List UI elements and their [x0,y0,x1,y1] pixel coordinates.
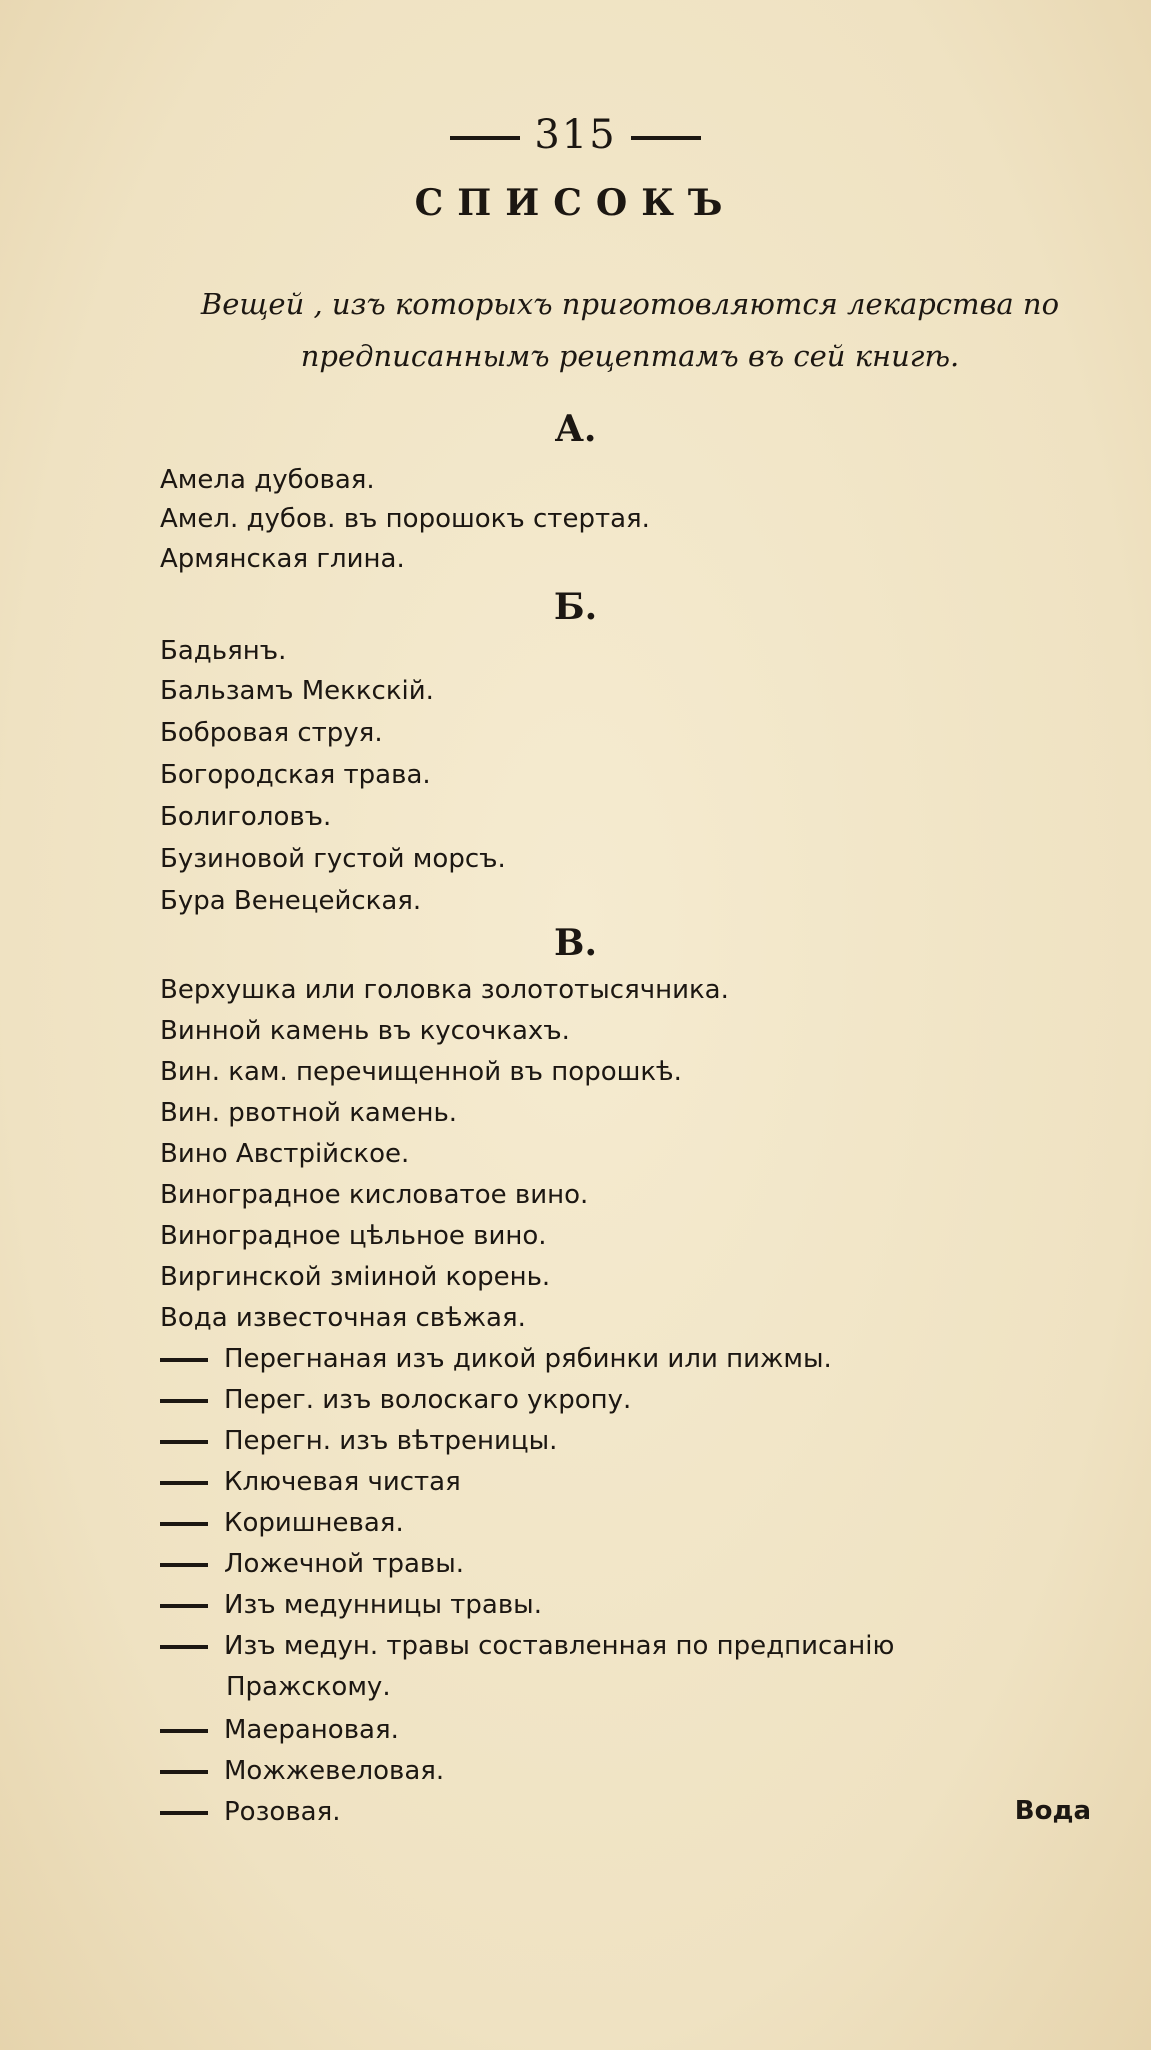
ditto-dash [160,1604,208,1608]
sub-item-text: Ключевая чистая [224,1467,461,1497]
sub-item-text: Розовая. [224,1797,341,1827]
sub-item-text: Изъ медунницы травы. [224,1590,542,1620]
sub-list-item [160,1463,461,1501]
section-letter-v: В. [554,922,597,964]
list-item: Бадьянъ. [160,636,287,666]
sub-item-text: Ложечной травы. [224,1549,465,1579]
sub-list-item [160,1711,399,1749]
sub-list-item [160,1422,557,1460]
list-item: Виноградное цѣльное вино. [160,1221,547,1251]
page-number-text: 315 [534,112,617,158]
sub-item-text: Перегн. изъ вѣтреницы. [224,1426,558,1456]
list-item: Виргинской зміиной корень. [160,1262,551,1292]
ditto-dash [160,1770,208,1774]
list-item: Бобровая струя. [160,718,383,748]
sub-list-item [160,1545,464,1583]
list-item: Бура Венецейская. [160,886,422,916]
ditto-dash [160,1440,208,1444]
list-item: Вин. рвотной камень. [160,1098,458,1128]
catchword: Вода [1014,1796,1091,1826]
ditto-dash [160,1645,208,1649]
sub-item-text: Коришневая. [224,1508,404,1538]
ditto-dash [160,1563,208,1567]
sub-list-item [160,1586,542,1624]
list-item: Вино Австрійское. [160,1139,410,1169]
page-number-dash-left [450,136,520,140]
page-subtitle [150,278,1110,382]
list-item: Вин. кам. перечищенной въ порошкѣ. [160,1057,682,1087]
page-title: СПИСОКЪ [414,182,737,224]
sub-item-text: Можжевеловая. [224,1756,445,1786]
sub-list-item [160,1504,404,1542]
list-item: Верхушка или головка золототысячника. [160,975,729,1005]
section-letter-b: Б. [553,586,598,628]
subtitle-line-2: предписаннымъ рецептамъ въ сей книгѣ. [300,339,960,373]
list-item: Болиголовъ. [160,802,332,832]
ditto-dash [160,1481,208,1485]
ditto-dash [160,1729,208,1733]
page-number-dash-right [631,136,701,140]
sub-list-item [160,1752,444,1790]
sub-item-text: Перегнаная изъ дикой рябинки или пижмы. [224,1344,832,1374]
ditto-dash [160,1399,208,1403]
section-letter-a: А. [554,408,597,450]
page-number [0,112,1151,158]
list-item: Бальзамъ Меккскій. [160,676,434,706]
sub-list-item [160,1340,832,1378]
list-item: Винной камень въ кусочкахъ. [160,1016,570,1046]
ditto-dash [160,1811,208,1815]
list-item: Вода известочная свѣжая. [160,1303,526,1333]
sub-list-item [160,1793,340,1831]
sub-item-text: Маерановая. [224,1715,399,1745]
sub-list-item [160,1627,894,1665]
sub-item-text: Перег. изъ волоскаго укропу. [224,1385,632,1415]
list-item: Армянская глина. [160,544,405,574]
list-item: Амела дубовая. [160,465,375,495]
list-item: Виноградное кисловатое вино. [160,1180,589,1210]
list-item: Богородская трава. [160,760,431,790]
subtitle-line-1: Вещей , изъ которыхъ приготовляются лекарства по [200,287,1060,321]
list-item: Амел. дубов. въ порошокъ стертая. [160,504,650,534]
list-item: Бузиновой густой морсъ. [160,844,506,874]
sub-list-item [160,1381,631,1419]
ditto-dash [160,1522,208,1526]
ditto-dash [160,1358,208,1362]
sub-item-continuation: Пражскому. [226,1672,391,1702]
sub-item-text: Изъ медун. травы составленная по предписанію [224,1631,895,1661]
